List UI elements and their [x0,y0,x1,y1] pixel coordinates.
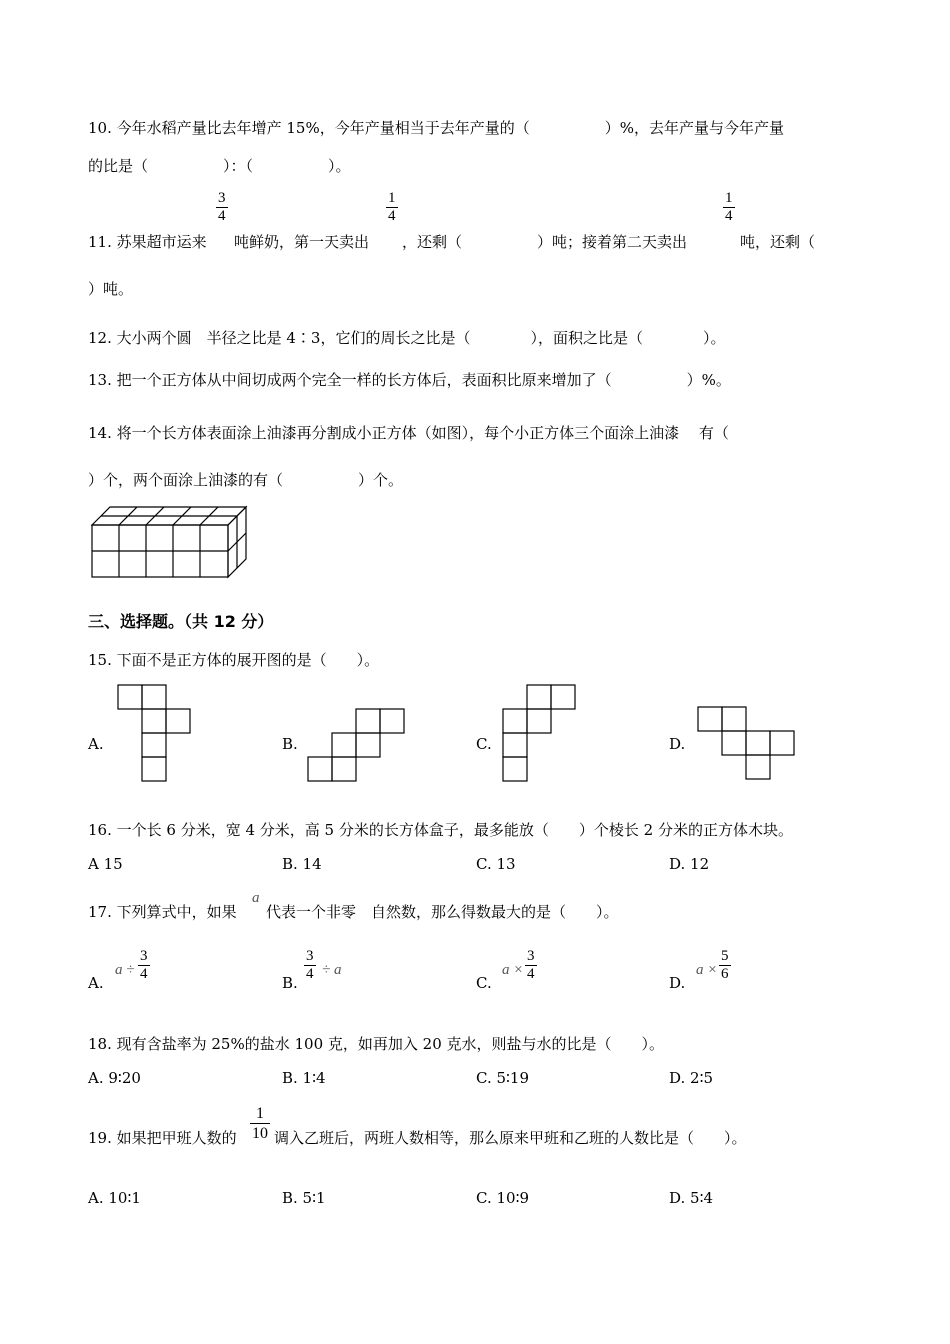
q17-part2: 代表一个非零 自然数，那么得数最大的是（ ）。 [266,903,619,921]
q15-option-c-label: C. [476,735,492,753]
net-b [308,709,408,783]
q11-fraction-3-4: $\frac{3}{4}$ [218,190,226,224]
net-c [503,685,579,783]
q19-option-a: A. 10∶1 [88,1189,141,1207]
q11-part3: ，还剩（ ）吨；接着第二天卖出 [402,233,688,251]
q17-option-c-fraction: $\frac{3}{4}$ [527,948,535,982]
q11-fraction-1-4-a: $\frac{1}{4}$ [388,190,396,224]
q19-part1: 19. 如果把甲班人数的 [88,1129,237,1147]
q19-part2: 调入乙班后，两班人数相等，那么原来甲班和乙班的人数比是（ ）。 [274,1129,747,1147]
q17-option-a-fraction: $\frac{3}{4}$ [140,948,148,982]
q17-option-b-post: ÷ a [322,962,342,978]
q17-option-d-pre: a × [696,962,718,978]
q16-option-b: B. 14 [282,855,322,873]
q17-option-c-pre: a × [502,962,524,978]
q14-line1: 14. 将一个长方体表面涂上油漆再分割成小正方体（如图），每个小正方体三个面涂上油漆 有（ [88,424,729,442]
cuboid-figure [90,505,250,579]
q14-line2: ）个，两个面涂上油漆的有（ ）个。 [88,471,404,489]
q12: 12. 大小两个圆 半径之比是 4∶3，它们的周长之比是（ ），面积之比是（ ）。 [88,329,726,347]
q16-option-c: C. 13 [476,855,516,873]
q11-line2: ）吨。 [88,280,134,298]
q17-variable-a: a [252,890,260,906]
q11-part4: 吨，还剩（ [740,233,816,251]
q11-fraction-1-4-b: $\frac{1}{4}$ [725,190,733,224]
net-a [118,685,192,783]
q15-stem: 15. 下面不是正方体的展开图的是（ ）。 [88,651,380,669]
q18-option-b: B. 1∶4 [282,1069,326,1087]
q18-option-d: D. 2∶5 [669,1069,714,1087]
q17-option-d-fraction: $\frac{5}{6}$ [721,948,729,982]
q17-option-a-label: A. [88,974,104,992]
q11-part1: 11. 苏果超市运来 [88,233,207,251]
q10-line1: 10. 今年水稻产量比去年增产 15%，今年产量相当于去年产量的（ ）%，去年产量与今年产量 [88,119,784,137]
q17-option-b-label: B. [282,974,298,992]
q15-option-a-label: A. [88,735,104,753]
q17-option-b-fraction: $\frac{3}{4}$ [306,948,314,982]
q17-option-a-pre: a ÷ [115,962,135,978]
section-3-title: 三、选择题。（共 12 分） [88,612,274,631]
q18-stem: 18. 现有含盐率为 25%的盐水 100 克，如再加入 20 克水，则盐与水的比是（ ）。 [88,1035,665,1053]
q10-line2: 的比是（ ）：（ ）。 [88,157,351,175]
q19-option-d: D. 5∶4 [669,1189,714,1207]
q16-option-a: A 15 [88,855,123,873]
q11-part2: 吨鲜奶，第一天卖出 [234,233,370,251]
net-d [698,707,798,781]
q16-option-d: D. 12 [669,855,710,873]
q19-fraction-1-10: $\frac{1}{10}$ [252,1105,268,1142]
q16-stem: 16. 一个长 6 分米，宽 4 分米，高 5 分米的长方体盒子，最多能放（ ）个棱长 2 分米的正方体木块。 [88,821,793,839]
q15-option-d-label: D. [669,735,686,753]
q19-option-b: B. 5∶1 [282,1189,326,1207]
q17-option-d-label: D. [669,974,686,992]
q19-option-c: C. 10∶9 [476,1189,530,1207]
q17-option-c-label: C. [476,974,492,992]
q15-option-b-label: B. [282,735,298,753]
q18-option-a: A. 9∶20 [88,1069,141,1087]
q13: 13. 把一个正方体从中间切成两个完全一样的长方体后，表面积比原来增加了（ ）%。 [88,371,731,389]
q18-option-c: C. 5∶19 [476,1069,530,1087]
q17-part1: 17. 下列算式中，如果 [88,903,237,921]
